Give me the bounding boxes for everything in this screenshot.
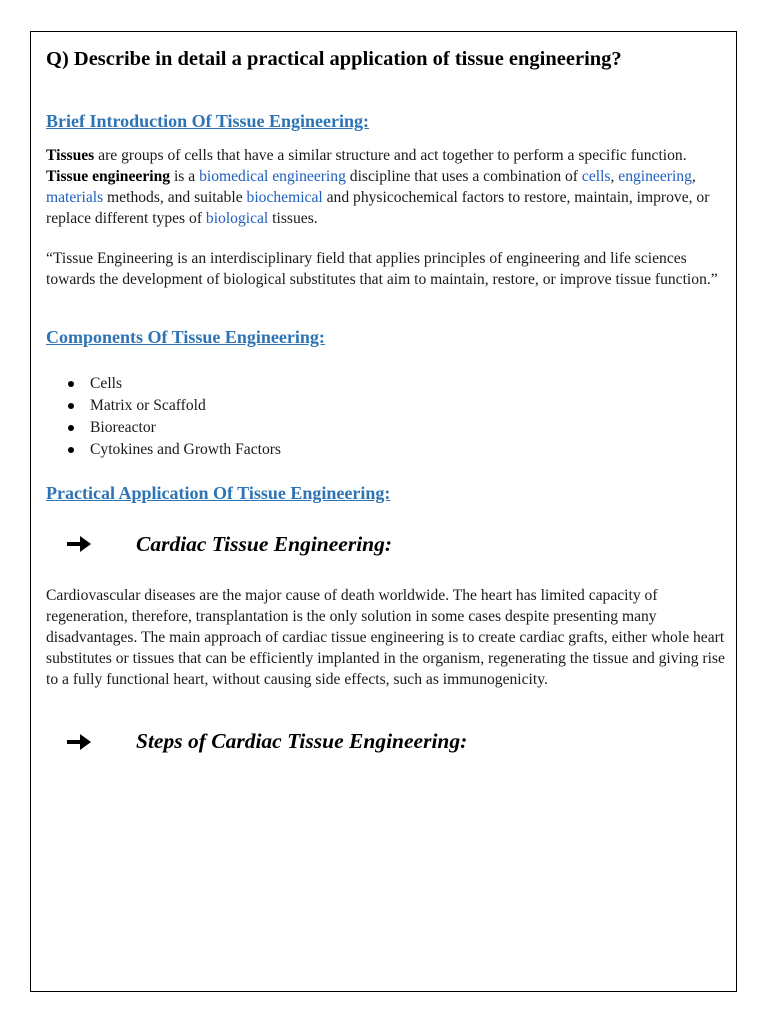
- list-item: Cytokines and Growth Factors: [90, 439, 281, 461]
- term-tissue-engineering: Tissue engineering: [46, 168, 171, 185]
- cardiac-subheading: Cardiac Tissue Engineering:: [136, 532, 393, 556]
- definition-quote: “Tissue Engineering is an interdisciplinary field that applies principles of engineering and life sciences towards the development of biological substitutes that aim to maintain, restore, or improve tissue function.”: [46, 250, 718, 288]
- arrow-bullet: [66, 732, 92, 752]
- link-materials[interactable]: materials: [46, 189, 104, 206]
- link-engineering[interactable]: engineering: [618, 168, 692, 185]
- steps-subheading: Steps of Cardiac Tissue Engineering:: [136, 729, 468, 753]
- practical-heading: Practical Application Of Tissue Engineering:: [46, 483, 391, 503]
- components-list: [46, 373, 281, 461]
- intro-paragraph: Tissues are groups of cells that have a similar structure and act together to perform a specific function. Tissue engineering is a biomedical engineering discipline that uses a combination of cells, engineering, materials methods, and suitable biochemical and physicochemical factors to restore, maintain, improve, or replace different types of biological tissues.: [46, 147, 710, 227]
- components-heading: Components Of Tissue Engineering:: [46, 327, 325, 347]
- arrow-bullet: [66, 534, 92, 554]
- document-page: [30, 31, 737, 992]
- right-arrow-icon: [66, 732, 92, 752]
- link-biological[interactable]: biological: [205, 210, 269, 227]
- question-title: Q) Describe in detail a practical application of tissue engineering?: [46, 48, 622, 70]
- intro-heading: Brief Introduction Of Tissue Engineering:: [46, 111, 370, 131]
- list-item: Bioreactor: [90, 417, 281, 439]
- link-cells[interactable]: cells: [581, 168, 611, 185]
- list-item: Cells: [90, 373, 281, 395]
- list-item: Matrix or Scaffold: [90, 395, 281, 417]
- term-tissues: Tissues: [46, 147, 95, 164]
- link-biochemical[interactable]: biochemical: [246, 189, 323, 206]
- right-arrow-icon: [66, 534, 92, 554]
- link-biomedical-engineering[interactable]: biomedical engineering: [199, 168, 346, 185]
- cardiac-paragraph: Cardiovascular diseases are the major cause of death worldwide. The heart has limited capacity of regeneration, therefore, transplantation is the only solution in some cases despite presenting many disadvantages. The main approach of cardiac tissue engineering is to create cardiac grafts, either whole heart substitutes or tissues that can be efficiently implanted in the organism, regenerating the tissue and giving rise to a fully functional heart, without causing side effects, such as immunogenicity.: [46, 587, 725, 688]
